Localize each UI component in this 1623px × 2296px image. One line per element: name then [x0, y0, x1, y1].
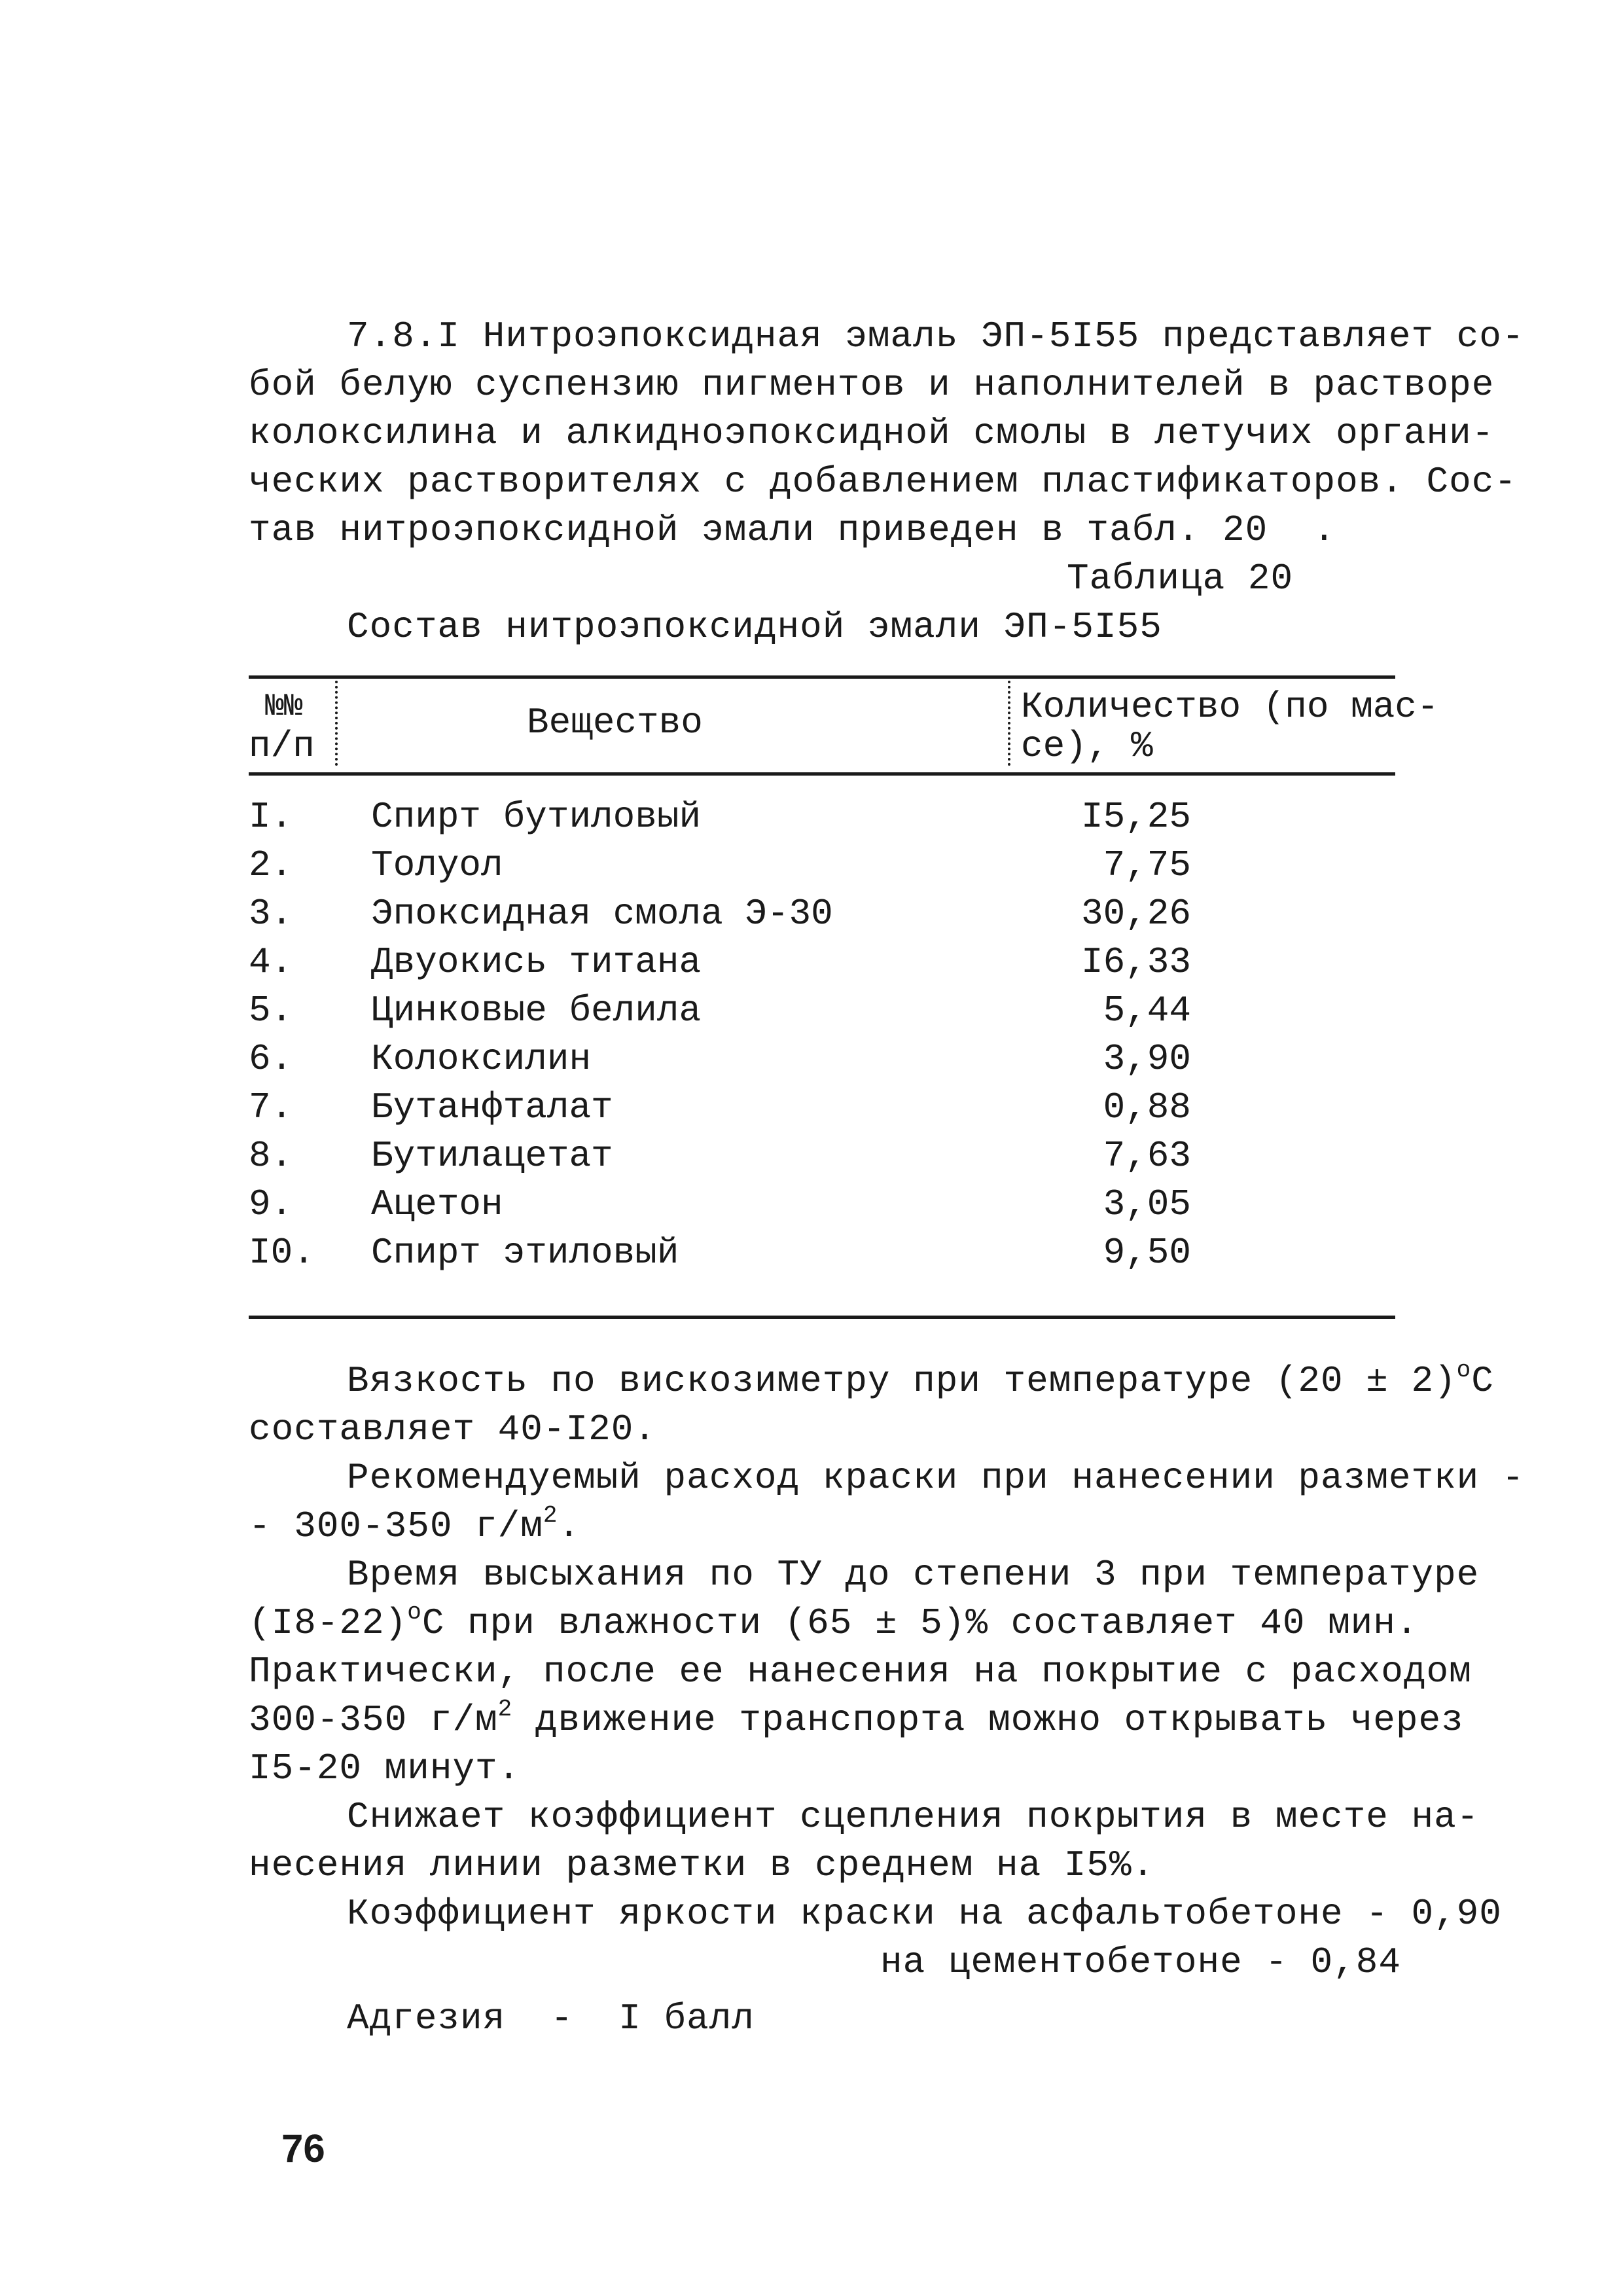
row-quantity: 0,88	[1103, 1086, 1191, 1128]
consumption-text-b: .	[558, 1505, 581, 1547]
intro-line-3: колоксилина и алкидноэпоксидной смолы в летучих органи-	[249, 412, 1495, 454]
drying-line-1: Время высыхания по ТУ до степени 3 при температуре	[347, 1554, 1480, 1596]
row-number: 9.	[249, 1183, 293, 1225]
intro-line-4: ческих растворителях с добавлением пластификаторов. Сос-	[249, 461, 1517, 503]
row-number: 4.	[249, 941, 293, 983]
drying-text-c: 300-350 г/м	[249, 1699, 498, 1741]
friction-line-1: Снижает коэффициент сцепления покрытия в месте на-	[347, 1796, 1480, 1838]
brightness-line-1: Коэффициент яркости краски на асфальтобетоне - 0,90	[347, 1893, 1502, 1935]
row-quantity: I6,33	[1080, 941, 1191, 983]
drying-line-4	[249, 1696, 1464, 1745]
row-substance: Колоксилин	[371, 1038, 592, 1080]
header-qty-line1: Количество (по мас-	[1021, 686, 1439, 728]
degree-sign: о	[407, 1599, 422, 1626]
row-substance: Двуокись титана	[371, 941, 702, 983]
header-substance: Вещество	[527, 702, 703, 744]
row-quantity: 3,05	[1103, 1183, 1191, 1225]
row-number: 5.	[249, 990, 293, 1031]
drying-line-2	[249, 1599, 1419, 1648]
viscosity-line-2: составляет 40-I20.	[249, 1408, 656, 1450]
table-label: Таблица 20	[1067, 558, 1294, 600]
viscosity-text-b: С	[1471, 1360, 1494, 1402]
row-quantity: 7,63	[1103, 1135, 1191, 1177]
drying-line-3: Практически, после ее нанесения на покрытие с расходом	[249, 1651, 1472, 1693]
consumption-text-a: - 300-350 г/м	[249, 1505, 543, 1547]
degree-sign: о	[1456, 1357, 1472, 1384]
row-substance: Ацетон	[371, 1183, 503, 1225]
row-quantity: 9,50	[1103, 1232, 1191, 1274]
consumption-line-2	[249, 1502, 581, 1551]
row-quantity: I5,25	[1080, 796, 1191, 838]
header-num-line2: п/п	[249, 725, 315, 767]
row-quantity: 7,75	[1103, 844, 1191, 886]
row-substance: Спирт этиловый	[371, 1232, 679, 1274]
drying-text-d: движение транспорта можно открывать через	[512, 1699, 1464, 1741]
row-number: 3.	[249, 893, 293, 935]
intro-line-1: 7.8.I Нитроэпоксидная эмаль ЭП-5I55 представляет со-	[347, 315, 1525, 357]
table-caption: Состав нитроэпоксидной эмали ЭП-5I55	[347, 606, 1162, 648]
intro-line-5: тав нитроэпоксидной эмали приведен в табл. 20 .	[249, 509, 1336, 551]
row-substance: Толуол	[371, 844, 503, 886]
page-number: 76	[281, 2126, 325, 2170]
row-number: 7.	[249, 1086, 293, 1128]
row-number: 8.	[249, 1135, 293, 1177]
header-num-line1: №№	[265, 689, 303, 725]
row-number: 2.	[249, 844, 293, 886]
square-superscript: 2	[543, 1502, 558, 1529]
row-substance: Бутилацетат	[371, 1135, 613, 1177]
table-header-rule	[249, 772, 1395, 776]
row-number: 6.	[249, 1038, 293, 1080]
row-quantity: 5,44	[1103, 990, 1191, 1031]
row-substance: Бутанфталат	[371, 1086, 613, 1128]
row-quantity: 3,90	[1103, 1038, 1191, 1080]
header-qty-line2: се), %	[1021, 725, 1153, 767]
row-number: I.	[249, 796, 293, 838]
row-substance: Цинковые белила	[371, 990, 702, 1031]
row-quantity: 30,26	[1080, 893, 1191, 935]
square-superscript: 2	[497, 1696, 513, 1723]
table-bottom-rule	[249, 1316, 1395, 1319]
friction-line-2: несения линии разметки в среднем на I5%.	[249, 1844, 1155, 1886]
drying-text-b: С при влажности (65 ± 5)% составляет 40 мин.	[421, 1602, 1419, 1644]
row-number: I0.	[249, 1232, 315, 1274]
viscosity-line-1	[347, 1357, 1494, 1406]
row-substance: Спирт бутиловый	[371, 796, 702, 838]
adhesion-line: Адгезия - I балл	[347, 1998, 755, 2039]
table-top-rule	[249, 675, 1395, 679]
row-substance: Эпоксидная смола Э-30	[371, 893, 833, 935]
header-separator-1	[335, 681, 338, 766]
drying-text-a: (I8-22)	[249, 1602, 408, 1644]
header-separator-2	[1008, 681, 1010, 766]
drying-line-5: I5-20 минут.	[249, 1748, 521, 1789]
viscosity-text-a: Вязкость по вискозиметру при температуре (20 ± 2)	[347, 1360, 1457, 1402]
consumption-line-1: Рекомендуемый расход краски при нанесении разметки -	[347, 1457, 1525, 1499]
intro-line-2: бой белую суспензию пигментов и наполнителей в растворе	[249, 364, 1495, 406]
brightness-line-2: на цементобетоне - 0,84	[880, 1941, 1401, 1983]
